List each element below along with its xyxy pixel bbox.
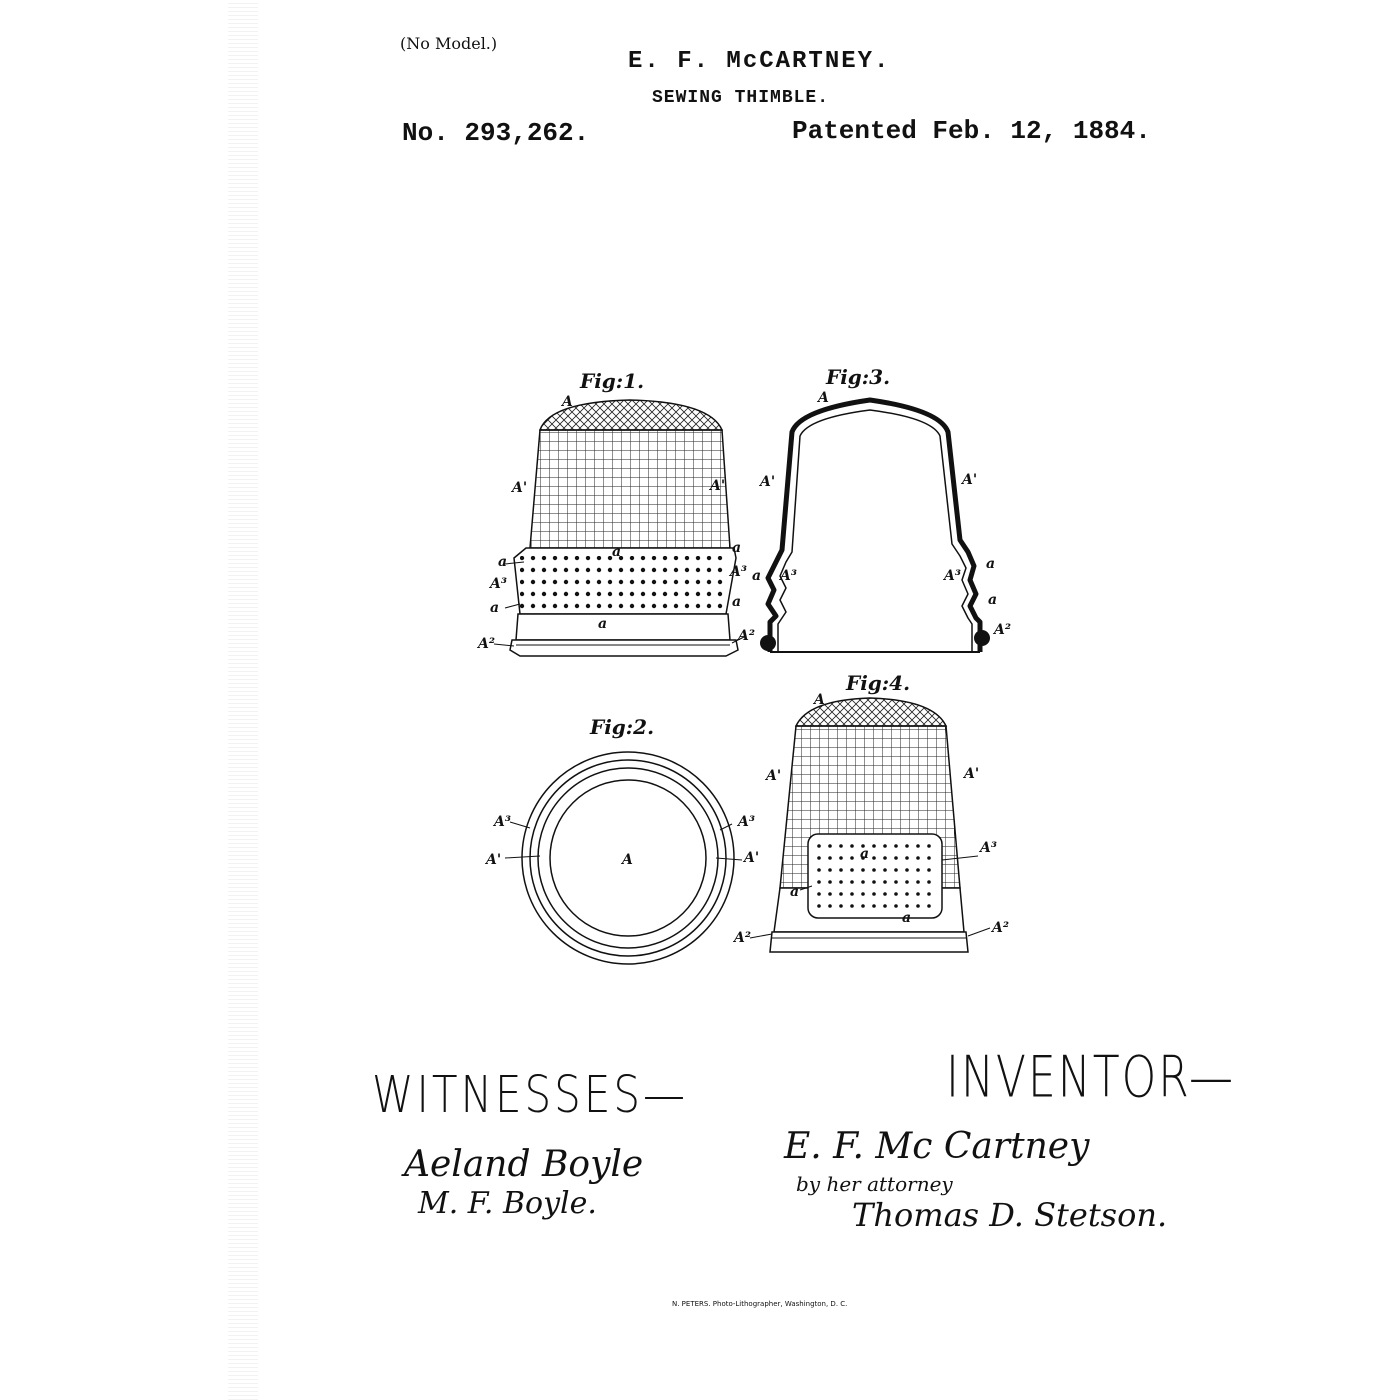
fig4-rim bbox=[770, 932, 968, 952]
figure-reference-label: A' bbox=[744, 850, 760, 866]
figure-reference-label: A bbox=[818, 390, 829, 406]
figure-reference-label: A³ bbox=[738, 814, 755, 830]
patent-title: SEWING THIMBLE. bbox=[652, 88, 830, 108]
figure-reference-label: A bbox=[562, 394, 573, 410]
figure-4 bbox=[732, 671, 1009, 952]
figure-reference-label: a bbox=[986, 556, 996, 572]
figure-reference-label: a bbox=[598, 616, 608, 632]
figure-3 bbox=[752, 365, 1011, 652]
figure-reference-label: a bbox=[902, 910, 912, 926]
patent-date: Patented Feb. 12, 1884. bbox=[792, 116, 1151, 146]
fig3-caption: Fig:3. bbox=[826, 365, 891, 389]
witness-signature-2: M. F. Boyle. bbox=[418, 1186, 597, 1221]
figure-reference-label: A² bbox=[734, 930, 751, 946]
fig2-caption: Fig:2. bbox=[590, 715, 655, 739]
inventor-heading: INVENTOR— bbox=[946, 1044, 1236, 1111]
figure-reference-label: A' bbox=[766, 768, 782, 784]
figure-reference-label: A bbox=[814, 692, 825, 708]
lithographer-footer: N. PETERS. Photo-Lithographer, Washington, D. C. bbox=[672, 1300, 848, 1308]
inventor-signature: E. F. Mc Cartney bbox=[784, 1126, 1090, 1167]
witnesses-heading: WITNESSES— bbox=[372, 1065, 689, 1124]
figure-reference-label: A² bbox=[738, 628, 755, 644]
figure-reference-label: a bbox=[790, 884, 800, 900]
figure-reference-label: A' bbox=[962, 472, 978, 488]
no-model-note: (No Model.) bbox=[400, 34, 498, 53]
figure-reference-label: A³ bbox=[494, 814, 511, 830]
figure-reference-label: A² bbox=[992, 920, 1009, 936]
figure-reference-label: a bbox=[732, 594, 742, 610]
figure-2 bbox=[484, 715, 759, 964]
figure-reference-label: A' bbox=[512, 480, 528, 496]
figure-reference-label: a bbox=[988, 592, 998, 608]
fig3-section-inner bbox=[778, 410, 972, 652]
figure-reference-label: A³ bbox=[730, 564, 747, 580]
figure-reference-label: A' bbox=[760, 474, 776, 490]
figure-reference-label: A³ bbox=[490, 576, 507, 592]
figure-reference-label: a bbox=[498, 554, 508, 570]
figure-reference-label: A² bbox=[478, 636, 495, 652]
figure-reference-label: a bbox=[752, 568, 762, 584]
figure-reference-label: A bbox=[622, 852, 633, 868]
fig4-caption: Fig:4. bbox=[846, 671, 911, 695]
witness-signature-1: Aeland Boyle bbox=[404, 1144, 644, 1185]
inventor-name-heading: E. F. McCARTNEY. bbox=[628, 48, 891, 75]
figure-reference-label: A³ bbox=[780, 568, 797, 584]
fig1-caption: Fig:1. bbox=[580, 369, 645, 393]
fig1-rim bbox=[516, 614, 730, 640]
fig1-grid-body bbox=[530, 430, 730, 548]
figure-reference-label: A³ bbox=[980, 840, 997, 856]
figure-reference-label: a bbox=[860, 846, 870, 862]
figure-reference-label: A² bbox=[994, 622, 1011, 638]
figure-reference-label: A' bbox=[964, 766, 980, 782]
figure-reference-label: A³ bbox=[944, 568, 961, 584]
figure-1 bbox=[476, 369, 755, 656]
figure-reference-label: A' bbox=[710, 478, 726, 494]
figure-reference-label: A' bbox=[486, 852, 502, 868]
figure-reference-label: a bbox=[732, 540, 742, 556]
attorney-note: by her attorney bbox=[796, 1172, 953, 1196]
fig1-dots bbox=[520, 556, 726, 610]
figure-reference-label: a bbox=[612, 544, 622, 560]
patent-number: No. 293,262. bbox=[402, 118, 590, 148]
attorney-signature: Thomas D. Stetson. bbox=[852, 1196, 1168, 1234]
figure-reference-label: a bbox=[490, 600, 500, 616]
